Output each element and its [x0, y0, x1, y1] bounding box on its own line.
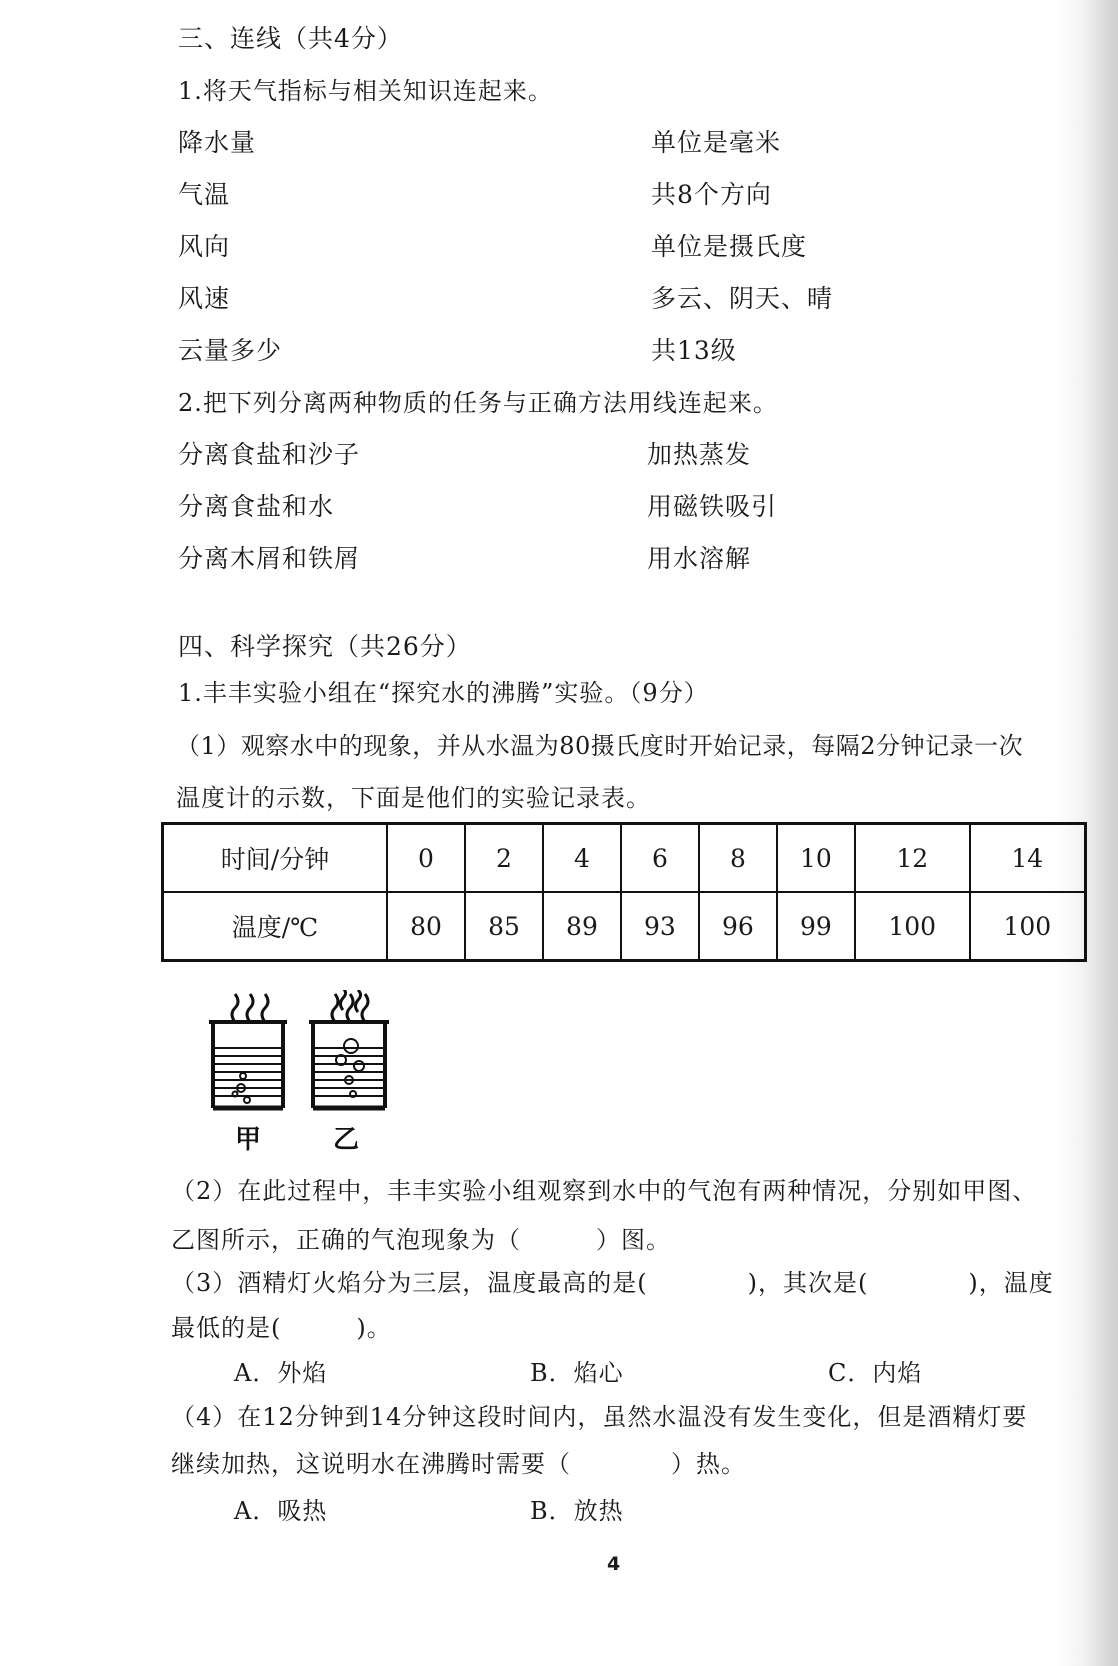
- table-cell: 100: [855, 892, 970, 961]
- q1-right-item: 多云、阴天、晴: [651, 284, 834, 313]
- p2-line1: （2）在此过程中，丰丰实验小组观察到水中的气泡有两种情况，分别如甲图、: [171, 1177, 1038, 1205]
- section3-q1-prompt: 1.将天气指标与相关知识连起来。: [178, 77, 553, 105]
- table-cell: 85: [465, 892, 543, 961]
- boiling-beakers-figure: [205, 990, 415, 1155]
- table-cell: 93: [621, 892, 699, 961]
- q2-left-item: 分离木屑和铁屑: [178, 544, 361, 573]
- experiment-record-table: [161, 822, 1087, 962]
- p4-option-b: B．放热: [530, 1497, 624, 1525]
- section3-q2-prompt: 2.把下列分离两种物质的任务与正确方法用线连起来。: [178, 389, 778, 417]
- q1-right-item: 单位是毫米: [651, 128, 782, 157]
- q1-left-item: 风速: [178, 284, 231, 313]
- p3-line1: （3）酒精灯火焰分为三层，温度最高的是( )，其次是( )，温度: [171, 1269, 1054, 1297]
- q1-left-item: 风向: [178, 232, 231, 261]
- table-cell: 8: [699, 824, 777, 893]
- p2-line2: 乙图所示，正确的气泡现象为（ ）图。: [171, 1226, 671, 1254]
- figure-label-jia: 甲: [235, 1125, 262, 1155]
- table-row-time: [163, 824, 1086, 893]
- q1-right-item: 共13级: [651, 336, 737, 365]
- p3-option-c: C．内焰: [828, 1359, 923, 1387]
- q1-left-item: 降水量: [178, 128, 257, 157]
- table-cell: 100: [970, 892, 1086, 961]
- table-cell: 10: [777, 824, 855, 893]
- p4-line2: 继续加热，这说明水在沸腾时需要（ ）热。: [171, 1450, 746, 1478]
- table-cell: 6: [621, 824, 699, 893]
- q2-left-item: 分离食盐和沙子: [178, 440, 361, 469]
- table-cell: 4: [543, 824, 621, 893]
- section3-title: 三、连线（共4分）: [178, 24, 403, 53]
- table-cell: 2: [465, 824, 543, 893]
- q2-right-item: 用水溶解: [647, 544, 752, 573]
- p1-line2: 温度计的示数，下面是他们的实验记录表。: [176, 784, 651, 812]
- q2-right-item: 用磁铁吸引: [647, 492, 778, 521]
- beaker-yi: [309, 990, 389, 1108]
- p1-line1: （1）观察水中的现象，并从水温为80摄氏度时开始记录，每隔2分钟记录一次: [176, 732, 1024, 760]
- beaker-jia: [209, 994, 287, 1108]
- p3-option-a: A．外焰: [234, 1359, 328, 1387]
- q1-left-item: 气温: [178, 180, 231, 209]
- p3-line2: 最低的是( )。: [171, 1314, 392, 1342]
- table-cell: 80: [387, 892, 465, 961]
- section4-title: 四、科学探究（共26分）: [178, 632, 472, 661]
- figure-label-yi: 乙: [333, 1125, 360, 1155]
- table-cell: 12: [855, 824, 970, 893]
- page-number: 4: [607, 1553, 621, 1575]
- p3-option-b: B．焰心: [530, 1359, 624, 1387]
- table-cell: 89: [543, 892, 621, 961]
- table-cell: 96: [699, 892, 777, 961]
- row-header-time: 时间/分钟: [163, 824, 388, 893]
- q1-left-item: 云量多少: [178, 336, 283, 365]
- p4-option-a: A．吸热: [234, 1497, 328, 1525]
- table-row-temperature: [163, 892, 1086, 961]
- table-cell: 99: [777, 892, 855, 961]
- q2-right-item: 加热蒸发: [647, 440, 752, 469]
- table-cell: 14: [970, 824, 1086, 893]
- row-header-temperature: 温度/℃: [163, 892, 388, 961]
- section4-q1-intro: 1.丰丰实验小组在“探究水的沸腾”实验。（9分）: [178, 679, 709, 707]
- table-cell: 0: [387, 824, 465, 893]
- q1-right-item: 共8个方向: [651, 180, 772, 209]
- q1-right-item: 单位是摄氏度: [651, 232, 808, 261]
- q2-left-item: 分离食盐和水: [178, 492, 335, 521]
- p4-line1: （4）在12分钟到14分钟这段时间内，虽然水温没有发生变化，但是酒精灯要: [171, 1403, 1028, 1431]
